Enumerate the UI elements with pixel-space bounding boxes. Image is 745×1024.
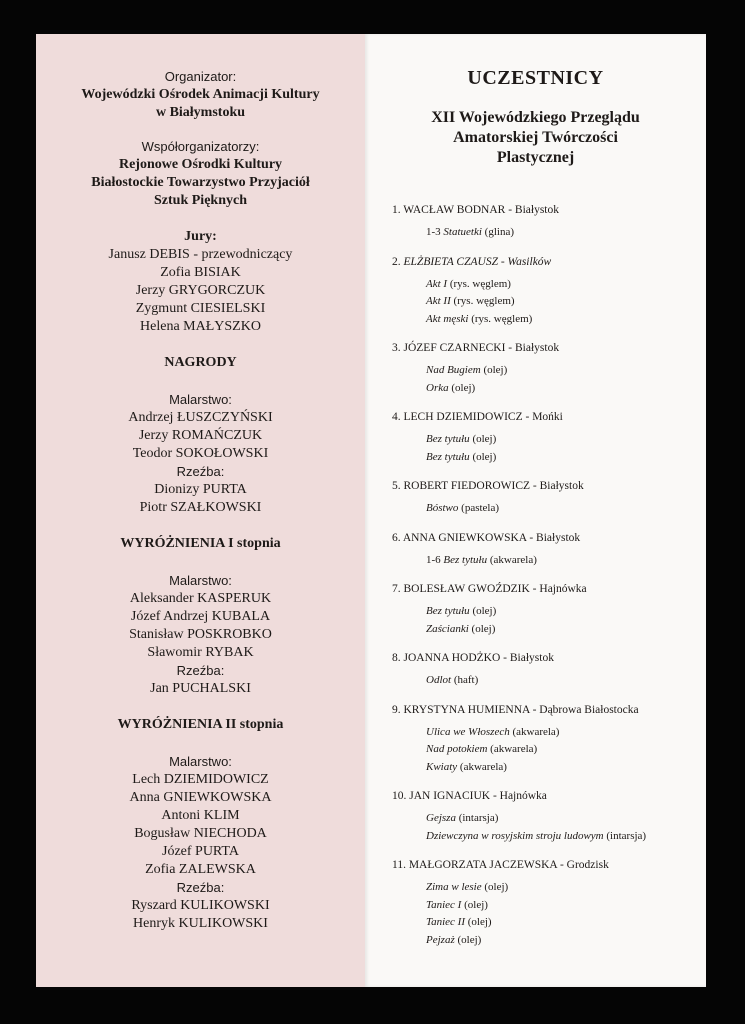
prizes-painting-label: Malarstwo: <box>169 392 232 407</box>
artwork-item: 1-3 Statuetki (glina) <box>426 226 514 238</box>
artwork-item: Zaścianki (olej) <box>426 622 496 635</box>
participant-entry: 1. WACŁAW BODNAR - Białystok <box>392 204 560 216</box>
subtitle-line: Plastycznej <box>496 149 575 166</box>
artwork-item: Gejsza (intarsja) <box>426 812 499 824</box>
artwork-item: Bez tytułu (olej) <box>426 433 497 445</box>
jury-label: Jury: <box>184 229 217 244</box>
jury-member: Jerzy GRYGORCZUK <box>135 283 266 298</box>
participant-entry: 3. JÓZEF CZARNECKI - Białystok <box>392 342 560 354</box>
artwork-item: Nad potokiem (akwarela) <box>426 743 538 755</box>
artwork-item: Nad Bugiem (olej) <box>426 364 508 376</box>
distinction-winner: Józef PURTA <box>162 844 239 859</box>
distinction-winner: Henryk KULIKOWSKI <box>133 916 268 931</box>
artwork-item: Odlot (haft) <box>426 674 479 686</box>
left-panel <box>36 34 365 987</box>
jury-member: Zygmunt CIESIELSKI <box>135 301 266 316</box>
participant-entry: 6. ANNA GNIEWKOWSKA - Białystok <box>392 531 581 544</box>
subtitle-line: Amatorskiej Twórczości <box>453 129 618 146</box>
prizes-heading: NAGRODY <box>164 355 237 370</box>
subtitle-line: XII Wojewódzkiego Przeglądu <box>431 109 640 126</box>
distinction-winner: Antoni KLIM <box>161 808 240 823</box>
jury-member: Janusz DEBIS - przewodniczący <box>108 247 293 262</box>
prize-winner: Andrzej ŁUSZCZYŃSKI <box>128 410 273 425</box>
distinction-2-painting-label: Malarstwo: <box>169 754 232 769</box>
participant-entry: 7. BOLESŁAW GWOŹDZIK - Hajnówka <box>392 583 587 595</box>
participant-entry: 2. ELŻBIETA CZAUSZ - Wasilków <box>392 255 552 268</box>
artwork-item: 1-6 Bez tytułu (akwarela) <box>426 553 537 566</box>
distinction-winner: Sławomir RYBAK <box>147 645 254 660</box>
distinction-2-heading: WYRÓŻNIENIA II stopnia <box>117 717 284 732</box>
prize-winner: Jerzy ROMAŃCZUK <box>138 428 263 443</box>
distinction-winner: Lech DZIEMIDOWICZ <box>132 772 269 787</box>
artwork-item: Bez tytułu (olej) <box>426 450 497 463</box>
participants-title: UCZESTNICY <box>467 67 604 89</box>
distinction-winner: Ryszard KULIKOWSKI <box>131 898 270 913</box>
artwork-item: Orka (olej) <box>426 381 476 394</box>
coorganizer-line: Rejonowe Ośrodki Kultury <box>118 157 283 172</box>
artwork-item: Taniec I (olej) <box>426 898 488 911</box>
prizes-sculpture-label: Rzeźba: <box>176 464 225 479</box>
distinction-1-sculpture-label: Rzeźba: <box>176 663 225 678</box>
prize-winner: Piotr SZAŁKOWSKI <box>139 500 262 515</box>
participant-entry: 10. JAN IGNACIUK - Hajnówka <box>392 790 547 802</box>
participant-entry: 4. LECH DZIEMIDOWICZ - Mońki <box>392 411 563 423</box>
artwork-item: Ulica we Włoszech (akwarela) <box>426 725 560 738</box>
artwork-item: Akt I (rys. węglem) <box>426 277 511 290</box>
participant-entry: 8. JOANNA HODŻKO - Białystok <box>392 652 554 664</box>
coorganizer-line: Sztuk Pięknych <box>154 193 247 208</box>
prize-winner: Dionizy PURTA <box>154 482 247 497</box>
coorganizer-line: Białostockie Towarzystwo Przyjaciół <box>91 175 310 190</box>
participant-entry: 11. MAŁGORZATA JACZEWSKA - Grodzisk <box>392 859 609 871</box>
distinction-winner: Stanisław POSKROBKO <box>129 627 272 642</box>
artwork-item: Zima w lesie (olej) <box>426 881 509 893</box>
artwork-item: Dziewczyna w rosyjskim stroju ludowym (intarsja) <box>426 829 647 842</box>
organizer-line: Wojewódzki Ośrodek Animacji Kultury <box>81 87 320 102</box>
prize-winner: Teodor SOKOŁOWSKI <box>132 446 269 461</box>
artwork-item: Akt II (rys. węglem) <box>426 295 515 307</box>
artwork-item: Taniec II (olej) <box>426 916 492 928</box>
jury-member: Helena MAŁYSZKO <box>140 319 261 334</box>
distinction-winner: Zofia ZALEWSKA <box>145 862 256 877</box>
distinction-winner: Aleksander KASPERUK <box>129 591 272 606</box>
distinction-winner: Józef Andrzej KUBALA <box>130 609 271 624</box>
artwork-item: Bóstwo (pastela) <box>426 502 500 514</box>
brochure-sheet <box>36 34 706 987</box>
right-panel <box>365 34 706 987</box>
artwork-item: Pejzaż (olej) <box>426 933 482 946</box>
distinction-2-sculpture-label: Rzeźba: <box>176 880 225 895</box>
artwork-item: Kwiaty (akwarela) <box>426 760 507 773</box>
participant-entry: 9. KRYSTYNA HUMIENNA - Dąbrowa Białostocka <box>392 703 639 716</box>
distinction-winner: Jan PUCHALSKI <box>150 681 251 696</box>
artwork-item: Akt męski (rys. węglem) <box>426 312 533 325</box>
distinction-1-painting-label: Malarstwo: <box>169 573 232 588</box>
distinction-1-heading: WYRÓŻNIENIA I stopnia <box>120 536 281 551</box>
jury-member: Zofia BISIAK <box>160 265 241 280</box>
distinction-winner: Bogusław NIECHODA <box>134 826 267 841</box>
organizer-label: Organizator: <box>164 69 237 84</box>
coorganizers-label: Współorganizatorzy: <box>141 139 260 154</box>
distinction-winner: Anna GNIEWKOWSKA <box>129 790 272 805</box>
organizer-line: w Białymstoku <box>155 105 246 120</box>
participant-entry: 5. ROBERT FIEDOROWICZ - Białystok <box>392 480 584 492</box>
artwork-item: Bez tytułu (olej) <box>426 605 497 617</box>
